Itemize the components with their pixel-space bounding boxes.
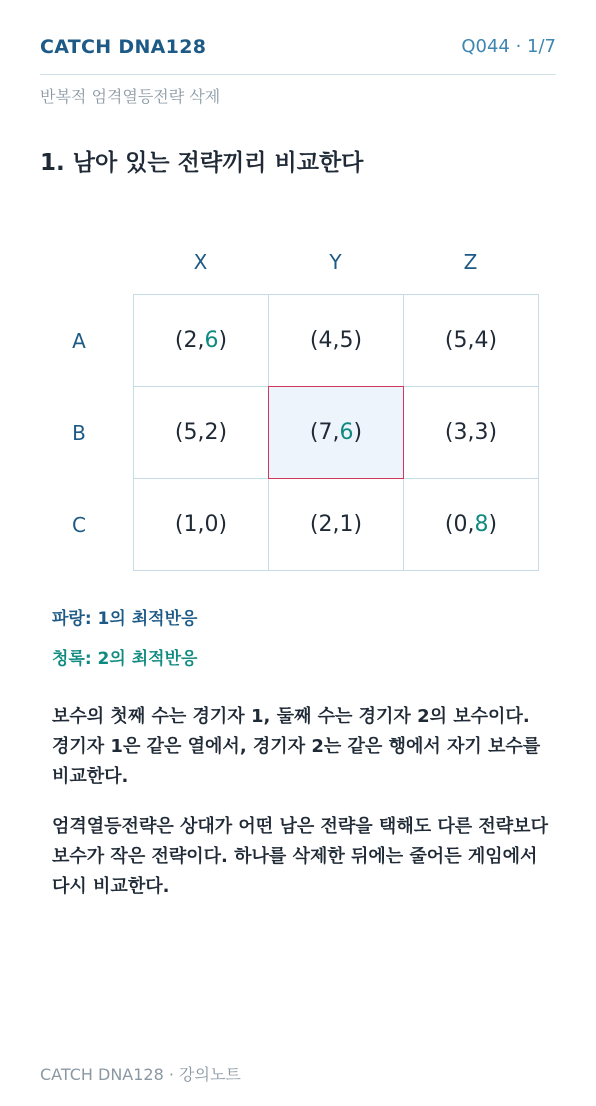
payoff-player1: 4 xyxy=(318,328,333,353)
definition-paragraph: 엄격열등전략은 상대가 어떤 남은 전략을 택해도 다른 전략보다 보수가 작은 전략이다. 하나를 삭제한 뒤에는 줄어든 게임에서 다시 비교한다. xyxy=(52,816,548,897)
header xyxy=(40,36,556,75)
payoff-cell-c-y: ( 2 , 1 ) xyxy=(268,478,404,571)
payoff-player2: 5 xyxy=(339,328,354,353)
footer-note: CATCH DNA128 · 강의노트 xyxy=(40,1065,241,1084)
payoff-cell-a-z: ( 5 , 4 ) xyxy=(403,294,539,387)
payoff-player2: 4 xyxy=(474,328,489,353)
payoff-cell-b-z: ( 3 , 3 ) xyxy=(403,386,539,479)
payoff-player1: 3 xyxy=(453,420,468,445)
payoff-cell-a-x: ( 2 , 6 ) xyxy=(133,294,269,387)
column-header-x: X xyxy=(193,250,208,274)
legend-player1: 파랑: 1의 최적반응 xyxy=(52,609,198,629)
payoff-cell-c-x: ( 1 , 0 ) xyxy=(133,478,269,571)
payoff-cell-a-y: ( 4 , 5 ) xyxy=(268,294,404,387)
payoff-matrix xyxy=(133,294,538,570)
row-header-b: B xyxy=(72,421,86,445)
column-header-z: Z xyxy=(463,250,478,274)
page-subtitle: 반복적 엄격열등전략 삭제 xyxy=(40,87,221,106)
payoff-player2: 8 xyxy=(474,512,489,537)
payoff-player1: 2 xyxy=(318,512,333,537)
payoff-player2: 1 xyxy=(339,512,354,537)
payoff-player1: 0 xyxy=(453,512,468,537)
section-title: 1. 남아 있는 전략끼리 비교한다 xyxy=(40,150,364,176)
payoff-player1: 5 xyxy=(453,328,468,353)
payoff-player1: 7 xyxy=(318,420,333,445)
payoff-player1: 1 xyxy=(183,512,198,537)
brand-title: CATCH DNA128 xyxy=(40,36,207,58)
explanation-paragraph: 보수의 첫째 수는 경기자 1, 둘째 수는 경기자 2의 보수이다. 경기자 1은 같은 열에서, 경기자 2는 같은 행에서 자기 보수를 비교한다. xyxy=(52,706,541,787)
payoff-player2: 3 xyxy=(474,420,489,445)
question-counter: Q044 · 1/7 xyxy=(461,36,556,57)
payoff-player2: 6 xyxy=(339,420,354,445)
legend-player2: 청록: 2의 최적반응 xyxy=(52,649,198,669)
payoff-player2: 2 xyxy=(204,420,219,445)
payoff-player1: 2 xyxy=(183,328,198,353)
row-header-c: C xyxy=(72,513,86,537)
payoff-player2: 6 xyxy=(204,328,219,353)
row-header-a: A xyxy=(72,329,86,353)
payoff-cell-b-x: ( 5 , 2 ) xyxy=(133,386,269,479)
payoff-player1: 5 xyxy=(183,420,198,445)
payoff-cell-c-z: ( 0 , 8 ) xyxy=(403,478,539,571)
payoff-cell-b-y: ( 7 , 6 ) xyxy=(268,386,404,479)
column-header-y: Y xyxy=(329,250,342,274)
payoff-player2: 0 xyxy=(204,512,219,537)
